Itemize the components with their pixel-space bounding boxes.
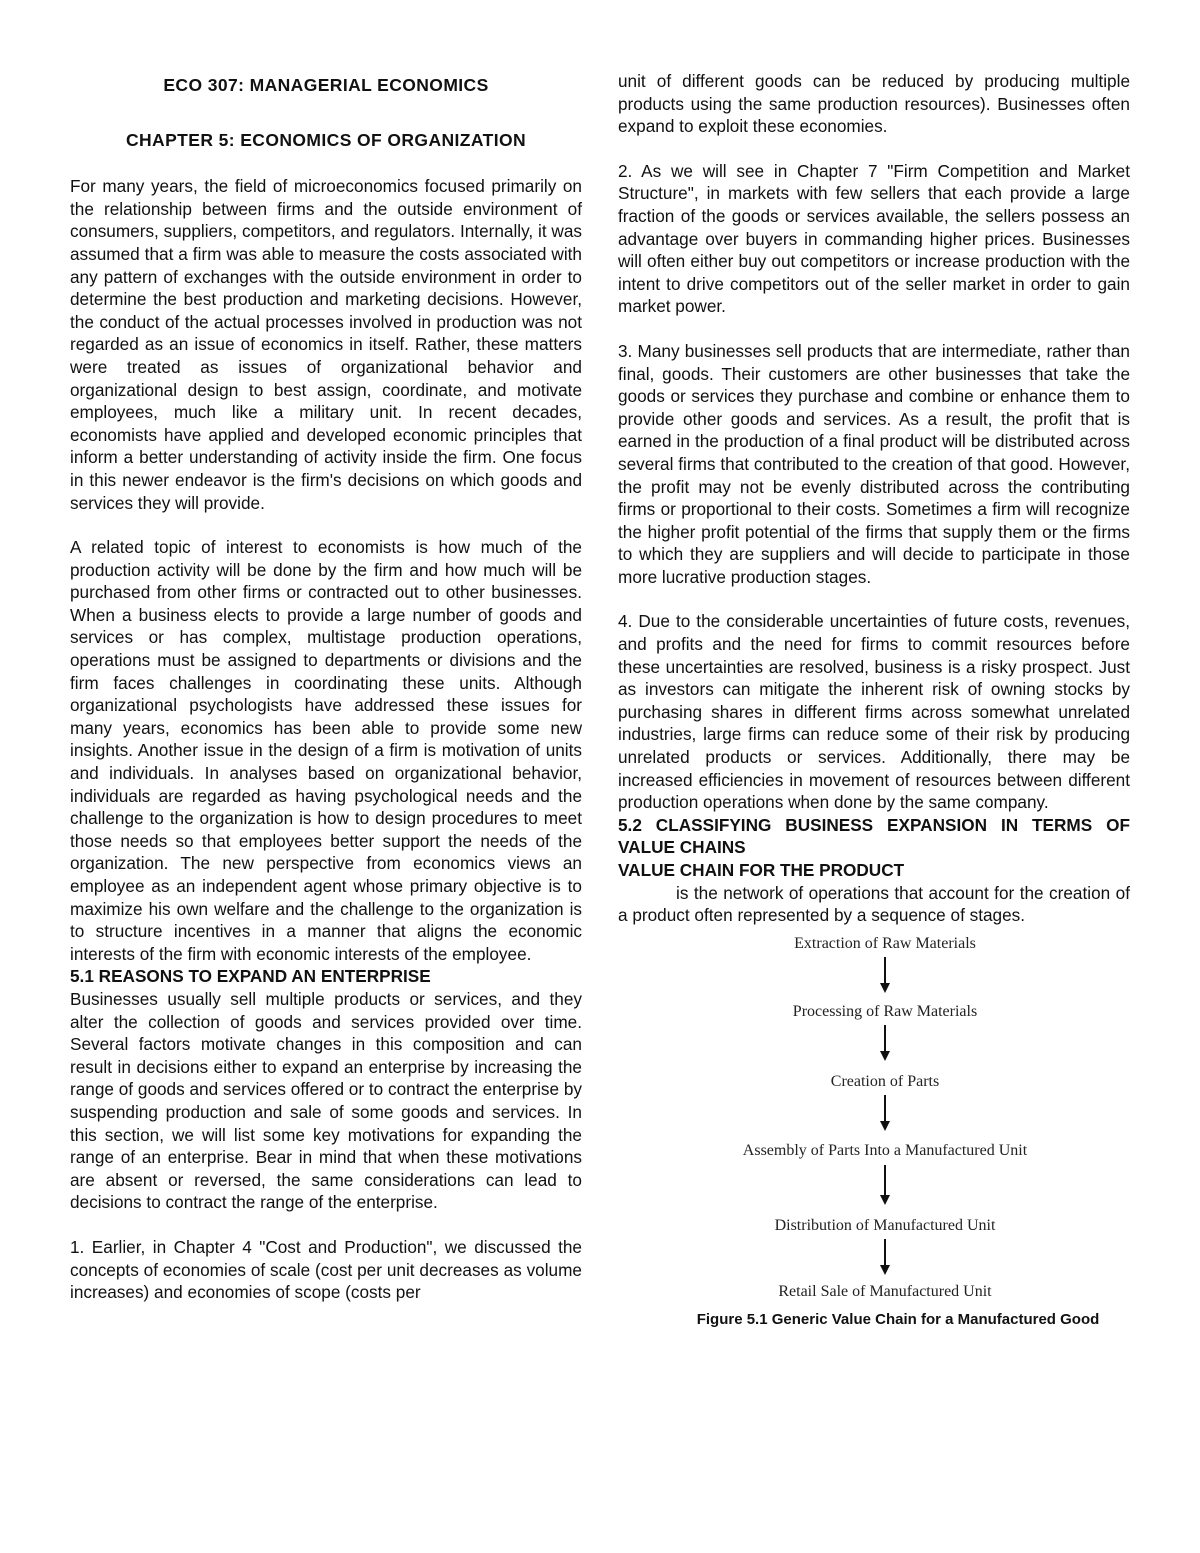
- intro-paragraph-1: For many years, the field of microeconomics focused primarily on the relationship between firms and the outside environment of consumers, suppliers, competitors, and regulators. Internally, it was assumed that a firm was able to measure the costs associated with any pattern of exchanges with the outside environment in order to determine the best production and marketing decisions. However, the conduct of the actual processes involved in production was not regarded as an issue of economics in itself. Rather, these matters were treated as issues of organizational behavior and organizational design to best assign, coordinate, and motivate employees, much like a military unit. In recent decades, economists have applied and developed economic principles that inform a better understanding of activity inside the firm. One focus in this newer endeavor is the firm's decisions on which goods and services they will provide.: [70, 176, 582, 513]
- value-chain-heading: VALUE CHAIN FOR THE PRODUCT: [618, 860, 905, 880]
- value-chain-figure: [618, 933, 1130, 1301]
- stage-creation-of-parts: Creation of Parts: [830, 1072, 940, 1090]
- reason-1-paragraph-end: unit of different goods can be reduced by producing multiple products using the same production resources). Businesses often expand to exploit these economies.: [618, 71, 1130, 137]
- down-arrow-icon: [880, 957, 890, 993]
- chapter-title: CHAPTER 5: ECONOMICS OF ORGANIZATION: [125, 129, 527, 150]
- down-arrow-icon: [880, 1165, 890, 1205]
- figure-caption: Figure 5.1 Generic Value Chain for a Manufactured Good: [696, 1310, 1100, 1328]
- stage-extraction: Extraction of Raw Materials: [794, 934, 976, 952]
- down-arrow-icon: [880, 1025, 890, 1061]
- right-column: [618, 70, 1130, 1331]
- stage-distribution: Distribution of Manufactured Unit: [774, 1216, 996, 1234]
- stage-processing: Processing of Raw Materials: [792, 1002, 978, 1020]
- left-column: [70, 70, 582, 1304]
- intro-paragraph-2: A related topic of interest to economists is how much of the production activity will be done by the firm and how much will be purchased from other firms or contracted out to other businesses. When a business elects to provide a large number of goods and services or has complex, multistage production operations, operations must be assigned to departments or divisions and the firm faces challenges in coordinating these units. Although organizational psychologists have addressed these issues for many years, economics has been able to provide some new insights. Another issue in the design of a firm is motivation of units and individuals. In analyses based on organizational behavior, individuals are regarded as having psychological needs and the challenge to the organization is how to design procedures to meet those needs so that employees better support the needs of the organization. The new perspective from economics views an employee as an independent agent whose primary objective is to maximize his own welfare and the challenge to the organization is to structure incentives in a manner that aligns the economic interests of the firm with economic interests of the employee.: [70, 537, 582, 964]
- stage-retail-sale: Retail Sale of Manufactured Unit: [778, 1282, 992, 1300]
- value-chain-definition: is the network of operations that account for the creation of a product often represented by a sequence of stages.: [618, 882, 1130, 926]
- section-5-2-heading: 5.2 CLASSIFYING BUSINESS EXPANSION IN TERMS OF VALUE CHAINS: [618, 814, 1130, 858]
- down-arrow-icon: [880, 1239, 890, 1275]
- course-title: ECO 307: MANAGERIAL ECONOMICS: [163, 75, 489, 95]
- section-5-1-heading: 5.1 REASONS TO EXPAND AN ENTERPRISE: [70, 966, 431, 987]
- reason-1-paragraph-start: 1. Earlier, in Chapter 4 "Cost and Production", we discussed the concepts of economies of scale (cost per unit decreases as volume increases) and economies of scope (costs per: [70, 1236, 582, 1303]
- reason-3-paragraph: 3. Many businesses sell products that are intermediate, rather than final, goods. Their customers are other businesses that take the goods or services they purchase and combine or enhance them to provide other goods and services. As a result, the profit that is earned in the production of a final product will be distributed across several firms that contributed to the creation of that good. However, the profit may not be evenly distributed across the contributing firms or proportional to their costs. Sometimes a firm will recognize the higher profit potential of the firms that supply them or the firms to which they are suppliers and will decide to participate in those more lucrative production stages.: [618, 340, 1130, 587]
- section-5-1-paragraph: Businesses usually sell multiple products or services, and they alter the collection of goods and services provided over time. Several factors motivate changes in this composition and can result in decisions either to expand an enterprise by increasing the range of goods and services offered or to contract the enterprise by suspending production and sale of some goods and services. In this section, we will list some key motivations for expanding the range of an enterprise. Bear in mind that when these motivations are absent or reversed, the same considerations can lead to decisions to contract the range of the enterprise.: [70, 988, 582, 1213]
- down-arrow-icon: [880, 1095, 890, 1131]
- reason-4-paragraph: 4. Due to the considerable uncertainties of future costs, revenues, and profits and the need for firms to commit resources before these uncertainties are resolved, business is a risky prospect. Just as investors can mitigate the inherent risk of owning stocks by purchasing shares in different firms across somewhat unrelated industries, large firms can reduce some of their risk by producing unrelated products or services. Additionally, there may be increased efficiencies in movement of resources between different production operations when done by the same company.: [618, 611, 1130, 813]
- stage-assembly: Assembly of Parts Into a Manufactured Unit: [742, 1141, 1028, 1159]
- reason-2-paragraph: 2. As we will see in Chapter 7 "Firm Competition and Market Structure", in markets with few sellers that each provide a large fraction of the goods or services available, the sellers possess an advantage over buyers in commanding higher prices. Businesses will often either buy out competitors or increase production with the intent to drive competitors out of the seller market in order to gain market power.: [618, 160, 1130, 317]
